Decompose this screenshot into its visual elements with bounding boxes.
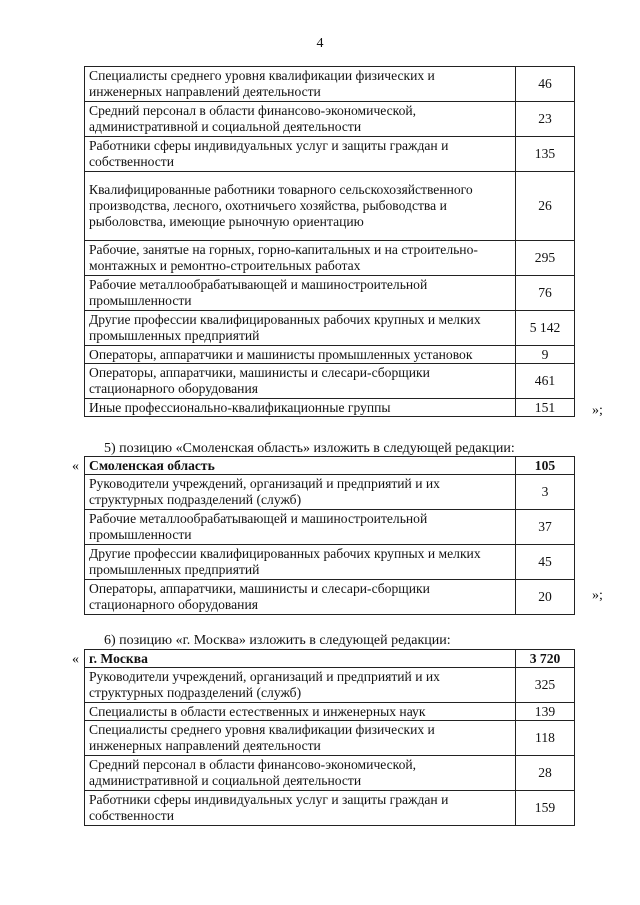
opening-quote: «: [72, 652, 79, 667]
table-row: [85, 67, 575, 102]
table-smolensk: [84, 456, 575, 615]
row-value: 159: [516, 791, 575, 826]
region-name: г. Москва: [85, 650, 516, 668]
region-name: Смоленская область: [85, 457, 516, 475]
row-value: 118: [516, 721, 575, 756]
row-value: 45: [516, 545, 575, 580]
region-total: 3 720: [516, 650, 575, 668]
table-row: [85, 137, 575, 172]
row-label: Рабочие металлообрабатывающей и машиностроительной промышленности: [85, 510, 516, 545]
table-continuation: [84, 66, 575, 417]
table-row: [85, 311, 575, 346]
table-row: [85, 668, 575, 703]
row-value: 295: [516, 241, 575, 276]
region-total: 105: [516, 457, 575, 475]
row-value: 20: [516, 580, 575, 615]
table-row: [85, 364, 575, 399]
row-value: 28: [516, 756, 575, 791]
row-label: Квалифицированные работники товарного сельскохозяйственного производства, лесного, охотничьего хозяйства, рыбоводства и рыболовства, имеющие рыночную ориентацию: [85, 172, 516, 241]
row-value: 139: [516, 703, 575, 721]
row-value: 46: [516, 67, 575, 102]
paragraph-section-5: 5) позицию «Смоленская область» изложить в следующей редакции:: [104, 441, 515, 456]
row-value: 37: [516, 510, 575, 545]
row-value: 9: [516, 346, 575, 364]
table-header-row: [85, 457, 575, 475]
row-label: Специалисты среднего уровня квалификации физических и инженерных направлений деятельности: [85, 721, 516, 756]
row-label: Иные профессионально-квалификационные группы: [85, 399, 516, 417]
paragraph-section-6: 6) позицию «г. Москва» изложить в следующей редакции:: [104, 633, 451, 648]
row-value: 5 142: [516, 311, 575, 346]
row-label: Руководители учреждений, организаций и предприятий и их структурных подразделений (служб): [85, 668, 516, 703]
row-label: Специалисты в области естественных и инженерных наук: [85, 703, 516, 721]
table-row: [85, 102, 575, 137]
table-row: [85, 756, 575, 791]
table-moscow: [84, 649, 575, 826]
row-value: 23: [516, 102, 575, 137]
opening-quote: «: [72, 459, 79, 474]
table-row: [85, 791, 575, 826]
table-row: [85, 172, 575, 241]
row-label: Другие профессии квалифицированных рабочих крупных и мелких промышленных предприятий: [85, 311, 516, 346]
closing-quote: »;: [592, 403, 603, 418]
row-label: Рабочие, занятые на горных, горно-капитальных и на строительно-монтажных и ремонтно-строительных работах: [85, 241, 516, 276]
table-header-row: [85, 650, 575, 668]
row-label: Рабочие металлообрабатывающей и машиностроительной промышленности: [85, 276, 516, 311]
table-row: [85, 276, 575, 311]
table-row: [85, 346, 575, 364]
row-label: Руководители учреждений, организаций и предприятий и их структурных подразделений (служб): [85, 475, 516, 510]
table-row: [85, 580, 575, 615]
table-row: [85, 703, 575, 721]
page-number: 4: [316, 36, 324, 51]
row-label: Специалисты среднего уровня квалификации физических и инженерных направлений деятельности: [85, 67, 516, 102]
row-value: 151: [516, 399, 575, 417]
row-value: 3: [516, 475, 575, 510]
table-row: [85, 545, 575, 580]
table-row: [85, 241, 575, 276]
row-value: 135: [516, 137, 575, 172]
table-row: [85, 475, 575, 510]
row-label: Операторы, аппаратчики, машинисты и слесари-сборщики стационарного оборудования: [85, 364, 516, 399]
table-row: [85, 721, 575, 756]
table-row: [85, 399, 575, 417]
row-value: 26: [516, 172, 575, 241]
row-value: 461: [516, 364, 575, 399]
row-label: Работники сферы индивидуальных услуг и защиты граждан и собственности: [85, 137, 516, 172]
row-label: Операторы, аппаратчики и машинисты промышленных установок: [85, 346, 516, 364]
table-row: [85, 510, 575, 545]
row-value: 325: [516, 668, 575, 703]
row-label: Операторы, аппаратчики, машинисты и слесари-сборщики стационарного оборудования: [85, 580, 516, 615]
row-label: Средний персонал в области финансово-экономической, административной и социальной деятельности: [85, 102, 516, 137]
row-label: Работники сферы индивидуальных услуг и защиты граждан и собственности: [85, 791, 516, 826]
row-value: 76: [516, 276, 575, 311]
row-label: Другие профессии квалифицированных рабочих крупных и мелких промышленных предприятий: [85, 545, 516, 580]
row-label: Средний персонал в области финансово-экономической, административной и социальной деятельности: [85, 756, 516, 791]
closing-quote: »;: [592, 588, 603, 603]
